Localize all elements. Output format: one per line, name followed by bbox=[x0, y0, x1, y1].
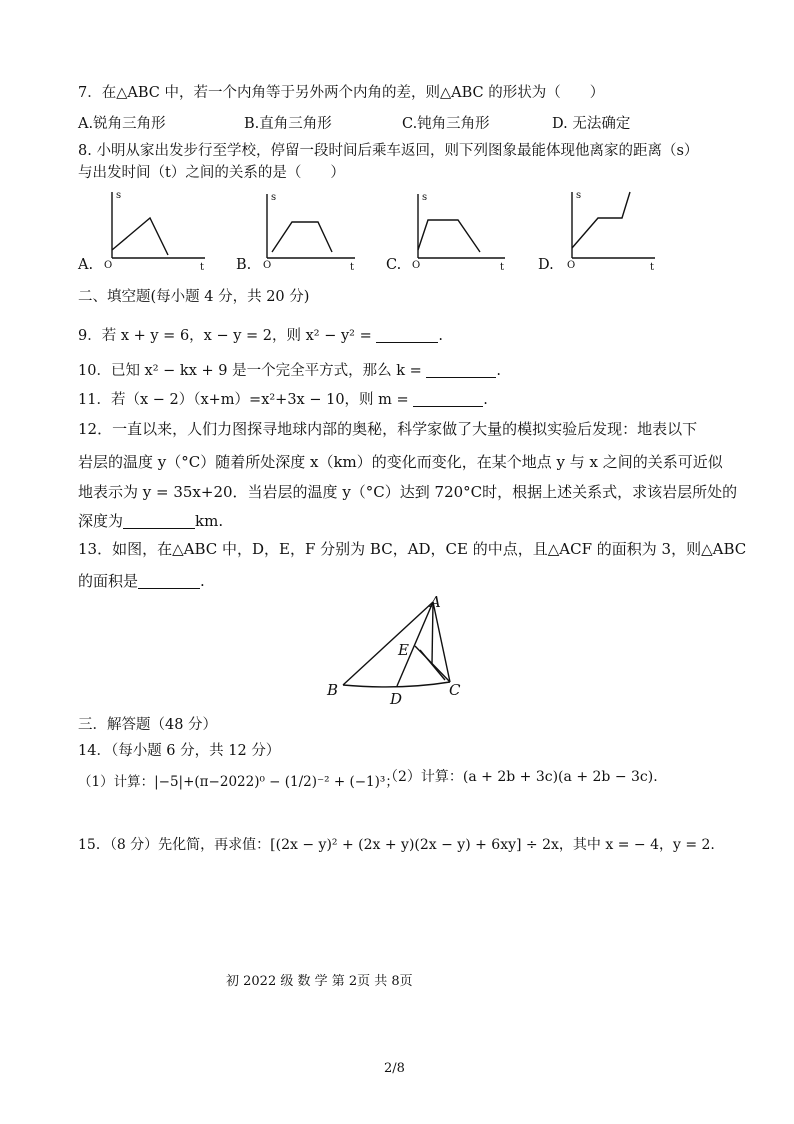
graph-b bbox=[267, 194, 355, 258]
graph-c-curve bbox=[418, 220, 480, 252]
graph-b-s-label: s bbox=[271, 192, 277, 203]
q13-line1: 13．如图，在△ABC 中，D，E，F 分别为 BC，AD，CE 的中点，且△ACF 的面积为 3，则△ABC bbox=[78, 540, 747, 558]
q8-option-a-label: A. bbox=[78, 257, 94, 273]
segment-bc bbox=[343, 682, 450, 687]
q8-option-d-label: D. bbox=[538, 257, 554, 273]
graph-a-t-label: t bbox=[200, 262, 205, 273]
q15-text: 15．（8 分）先化简，再求值：[(2x − y)² + (2x + y)(2x − y) + 6xy] ÷ 2x，其中 x = − 4，y = 2. bbox=[78, 837, 715, 853]
graph-b-t-label: t bbox=[350, 262, 355, 273]
graph-c-s-label: s bbox=[422, 192, 428, 203]
page-number: 2/8 bbox=[384, 1061, 405, 1076]
q11-end: . bbox=[483, 392, 488, 408]
graph-c-o-label: O bbox=[412, 260, 421, 271]
graph-b-curve bbox=[272, 222, 332, 252]
vertex-d-label: D bbox=[390, 690, 403, 708]
graph-a-s-label: s bbox=[116, 190, 122, 201]
q10 bbox=[78, 363, 501, 379]
graph-a-curve bbox=[112, 218, 168, 255]
segment-af bbox=[432, 602, 433, 664]
q14-header: 14．（每小题 6 分，共 12 分） bbox=[78, 743, 281, 759]
graph-b-o-label: O bbox=[263, 260, 272, 271]
graph-c bbox=[418, 194, 505, 258]
q13-triangle-figure bbox=[0, 594, 794, 709]
q8-line1: 8. 小明从家出发步行至学校，停留一段时间后乘车返回，则下列图象最能体现他离家的距离（s） bbox=[78, 143, 699, 159]
q7-option-d: D. 无法确定 bbox=[552, 116, 631, 132]
vertex-b-label: B bbox=[327, 681, 339, 699]
q11 bbox=[78, 392, 488, 408]
graph-d-s-label: s bbox=[576, 190, 582, 201]
q10-answer-blank[interactable] bbox=[426, 363, 496, 378]
q12-line4-post: km. bbox=[195, 512, 224, 530]
graph-d-t-label: t bbox=[650, 262, 655, 273]
q11-text: 11．若（x − 2）（x+m）=x²+3x − 10，则 m = bbox=[78, 392, 409, 408]
graph-a-o-label: O bbox=[104, 260, 113, 271]
q7-option-a: A.锐角三角形 bbox=[78, 116, 166, 132]
q14-part2: （2）计算：(a + 2b + 3c)(a + 2b − 3c). bbox=[384, 769, 658, 785]
q12-line3: 地表示为 y = 35x+20．当岩层的温度 y（°C）达到 720°C时，根据上述关系式，求该岩层所处的 bbox=[78, 483, 738, 501]
q10-end: . bbox=[496, 363, 501, 379]
q7-option-b: B.直角三角形 bbox=[244, 116, 332, 132]
segment-ab bbox=[343, 602, 433, 685]
q14-part1: （1）计算：|−5|+(π−2022)⁰ − (1/2)⁻² + (−1)³； bbox=[78, 774, 399, 790]
q13-line2 bbox=[78, 574, 205, 589]
q13-answer-blank[interactable] bbox=[138, 574, 200, 589]
vertex-a-label: A bbox=[430, 594, 441, 611]
page-footer: 初 2022 级 数 学 第 2页 共 8页 bbox=[226, 974, 413, 989]
q13-line2-post: . bbox=[200, 572, 205, 590]
q8-option-b-label: B. bbox=[236, 257, 252, 273]
vertex-c-label: C bbox=[449, 681, 461, 699]
graph-d bbox=[572, 192, 655, 258]
q13-line2-pre: 的面积是 bbox=[78, 572, 139, 590]
q9-text: 9．若 x + y = 6，x − y = 2，则 x² − y² = bbox=[78, 328, 372, 344]
q12-line2: 岩层的温度 y（°C）随着所处深度 x（km）的变化而变化，在某个地点 y 与 x 之间的关系可近似 bbox=[78, 453, 723, 471]
q9-answer-blank[interactable] bbox=[376, 328, 438, 343]
q12-line4 bbox=[78, 514, 223, 529]
graph-d-o-label: O bbox=[567, 260, 576, 271]
graph-a bbox=[112, 192, 205, 258]
q12-line1: 12．一直以来，人们力图探寻地球内部的奥秘，科学家做了大量的模拟实验后发现：地表以下 bbox=[78, 420, 698, 438]
section2-title: 二、填空题(每小题 4 分，共 20 分) bbox=[78, 289, 310, 305]
graph-c-t-label: t bbox=[500, 262, 505, 273]
q12-line4-pre: 深度为 bbox=[78, 512, 124, 530]
segment-ac bbox=[433, 602, 450, 682]
q9-end: . bbox=[438, 328, 443, 344]
q12-answer-blank[interactable] bbox=[123, 514, 195, 529]
section3-title: 三．解答题（48 分） bbox=[78, 717, 218, 733]
q7-option-c: C.钝角三角形 bbox=[402, 116, 490, 132]
q9 bbox=[78, 328, 443, 344]
q10-text: 10．已知 x² − kx + 9 是一个完全平方式，那么 k = bbox=[78, 363, 422, 379]
q11-answer-blank[interactable] bbox=[413, 392, 483, 407]
vertex-e-label: E bbox=[398, 641, 409, 659]
q8-option-c-label: C. bbox=[386, 257, 402, 273]
q8-line2: 与出发时间（t）之间的关系的是（ ） bbox=[78, 165, 345, 181]
q7-stem: 7．在△ABC 中，若一个内角等于另外两个内角的差，则△ABC 的形状为（ ） bbox=[78, 85, 605, 101]
